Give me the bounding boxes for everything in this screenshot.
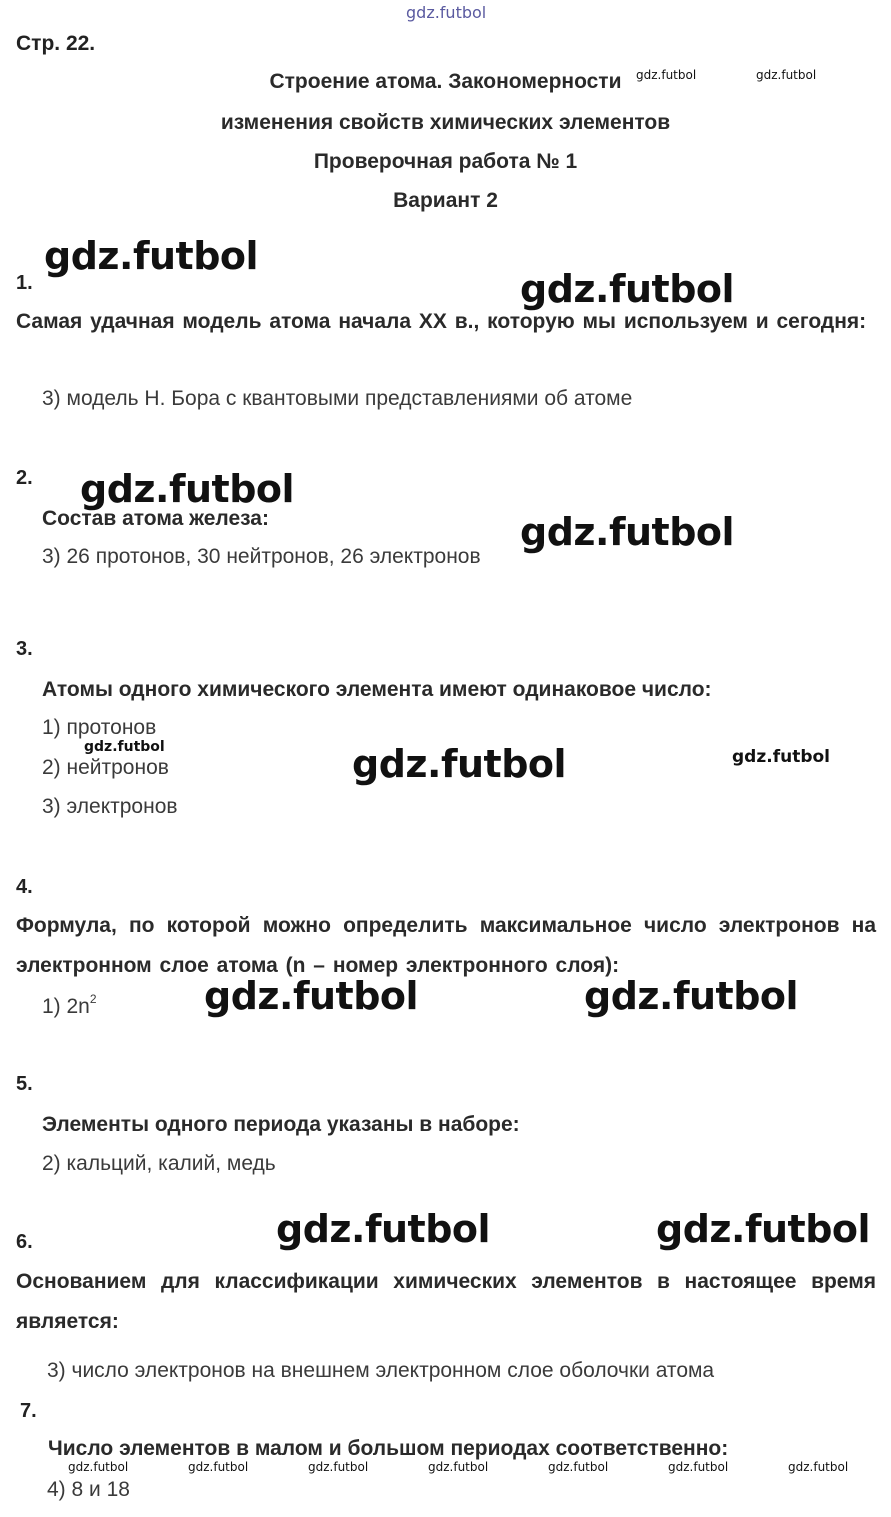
- answer-base: 1) 2n: [42, 995, 90, 1018]
- answer-formula: [42, 994, 97, 1019]
- watermark: gdz.futbol: [308, 1460, 369, 1474]
- watermark: gdz.futbol: [668, 1460, 729, 1474]
- answer-text: 2) кальций, калий, медь: [42, 1152, 276, 1175]
- watermark: gdz.futbol: [788, 1460, 849, 1474]
- watermark: gdz.futbol: [656, 1207, 871, 1251]
- answer-text: 3) электронов: [42, 795, 178, 818]
- answer-superscript: 2: [89, 992, 97, 1006]
- question-number: 1.: [16, 272, 33, 294]
- question-number: 6.: [16, 1231, 33, 1253]
- watermark: gdz.futbol: [68, 1460, 129, 1474]
- answer-text: 1) протонов: [42, 716, 157, 739]
- answer-text: 2) нейтронов: [42, 756, 169, 779]
- answer-text: 4) 8 и 18: [47, 1478, 130, 1501]
- watermark: gdz.futbol: [732, 747, 830, 767]
- question-text: Атомы одного химического элемента имеют одинаковое число:: [42, 678, 712, 701]
- question-number: 7.: [20, 1400, 37, 1422]
- title-line-1: Строение атома. Закономерности: [269, 70, 622, 93]
- answer-text: 3) число электронов на внешнем электронном слое оболочки атома: [47, 1359, 715, 1382]
- watermark: gdz.futbol: [584, 974, 799, 1018]
- watermark: gdz.futbol: [352, 742, 567, 786]
- work-title: Проверочная работа № 1: [313, 150, 578, 173]
- watermark: gdz.futbol: [756, 68, 817, 82]
- page-number: Стр. 22.: [16, 32, 96, 55]
- watermark: gdz.futbol: [636, 68, 697, 82]
- answer-text: 3) 26 протонов, 30 нейтронов, 26 электронов: [42, 545, 481, 568]
- question-text: Самая удачная модель атома начала XX в., которую мы используем и сегодня:: [16, 310, 867, 333]
- variant-title: Вариант 2: [393, 189, 498, 212]
- question-text: Число элементов в малом и большом периодах соответственно:: [48, 1437, 729, 1460]
- watermark: gdz.futbol: [204, 974, 419, 1018]
- title-line-2: изменения свойств химических элементов: [220, 111, 671, 134]
- watermark: gdz.futbol: [276, 1207, 491, 1251]
- watermark: gdz.futbol: [520, 510, 735, 554]
- question-text: Состав атома железа:: [42, 507, 269, 530]
- question-number: 2.: [16, 467, 33, 489]
- answer-text: 3) модель Н. Бора с квантовыми представлениями об атоме: [42, 387, 633, 410]
- watermark: gdz.futbol: [80, 467, 295, 511]
- watermark: gdz.futbol: [548, 1460, 609, 1474]
- watermark: gdz.futbol: [428, 1460, 489, 1474]
- question-number: 3.: [16, 638, 33, 660]
- question-text: Элементы одного периода указаны в наборе:: [42, 1113, 520, 1136]
- question-number: 5.: [16, 1073, 33, 1095]
- watermark: gdz.futbol: [84, 739, 165, 755]
- watermark: gdz.futbol: [188, 1460, 249, 1474]
- question-text: Формула, по которой можно определить максимальное число электронов на электронном слое атома (n – номер электронного слоя):: [16, 914, 876, 977]
- question-text: Основанием для классификации химических элементов в настоящее время является:: [16, 1270, 876, 1333]
- watermark-top: gdz.futbol: [406, 3, 487, 22]
- watermark: gdz.futbol: [520, 267, 735, 311]
- question-number: 4.: [16, 876, 33, 898]
- watermark: gdz.futbol: [44, 234, 259, 278]
